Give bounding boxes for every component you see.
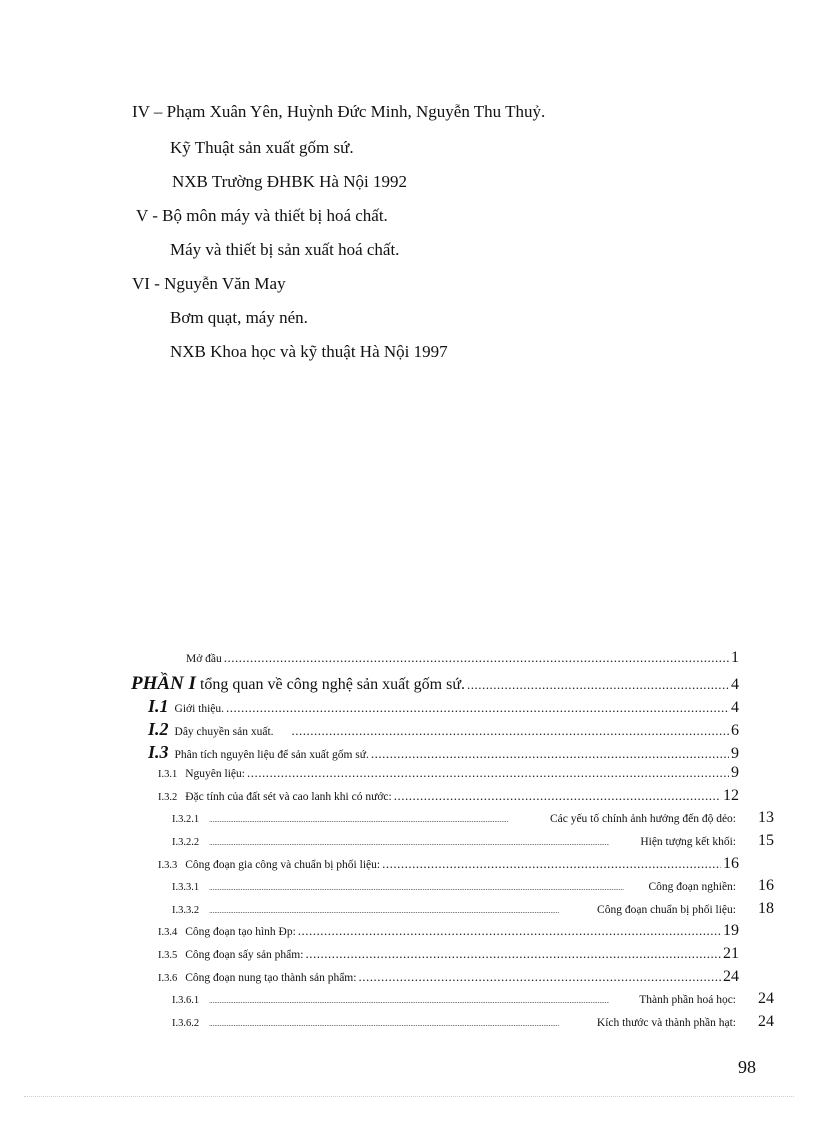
- toc-page: 16: [758, 877, 774, 894]
- toc-label: Đặc tính của đất sét và cao lanh khi có nước:: [185, 791, 392, 803]
- toc-label: Công đoạn gia công và chuẩn bị phối liệu:: [185, 859, 381, 871]
- section-number: I.3.6: [158, 973, 178, 984]
- toc-label: Công đoạn chuẩn bị phối liệu:: [597, 904, 736, 916]
- toc-label: tổng quan về công nghệ sản xuất gốm sứ.: [199, 676, 466, 693]
- toc-page: 1: [731, 649, 739, 666]
- toc-label: Phân tích nguyên liệu để sản xuất gốm sứ.: [174, 749, 369, 761]
- toc-entry-I.3.6.2[interactable]: [172, 1013, 774, 1031]
- section-number: I.3.2.1: [172, 814, 200, 825]
- section-number: I.3.2: [158, 792, 178, 803]
- toc-page: 18: [758, 900, 774, 917]
- section-number: I.3.6.2: [172, 1018, 200, 1029]
- reference-line: NXB Trường ĐHBK Hà Nội 1992: [172, 172, 407, 191]
- toc-entry-I.3.4[interactable]: [158, 922, 739, 940]
- toc-entry-intro[interactable]: [186, 649, 739, 667]
- toc-label: Nguyên liệu:: [185, 768, 245, 780]
- section-number: I.1: [148, 696, 169, 716]
- toc-entry-I.2[interactable]: [148, 719, 739, 740]
- section-number: I.3.3: [158, 860, 178, 871]
- toc-label: Mở đầu: [186, 653, 222, 665]
- toc-label: Kích thước và thành phần hạt:: [596, 1017, 736, 1029]
- toc-label: Công đoạn nung tạo thành sản phẩm:: [185, 972, 357, 984]
- section-number: I.3: [148, 742, 169, 762]
- toc-entry-part1[interactable]: [131, 673, 739, 695]
- toc-entry-I.3.6[interactable]: [158, 968, 739, 986]
- section-number: I.3.1: [158, 769, 178, 780]
- section-number: I.3.2.2: [172, 837, 200, 848]
- toc-label: Công đoạn tạo hình Đp:: [185, 926, 296, 938]
- page-number: 98: [738, 1057, 756, 1077]
- section-number: I.3.3.1: [172, 882, 200, 893]
- section-number: I.3.6.1: [172, 995, 200, 1006]
- toc-page: 24: [758, 1013, 774, 1030]
- toc-page: 19: [723, 922, 739, 939]
- toc-page: 24: [758, 990, 774, 1007]
- reference-line: IV – Phạm Xuân Yên, Huỳnh Đức Minh, Nguyễn Thu Thuỷ.: [132, 102, 546, 121]
- footer-divider: [24, 1096, 794, 1097]
- toc-label: Dây chuyền sản xuất.: [174, 726, 274, 738]
- toc-entry-I.3.2.1[interactable]: [172, 809, 774, 827]
- part-label: PHẦN I: [131, 673, 196, 694]
- toc-entry-I.3.6.1[interactable]: [172, 990, 774, 1008]
- toc-page: 21: [723, 945, 739, 962]
- toc-page: 9: [731, 764, 739, 781]
- toc-entry-I.3.2.2[interactable]: [172, 832, 774, 850]
- section-number: I.3.4: [158, 927, 178, 938]
- toc-entry-I.3.1[interactable]: [158, 764, 739, 782]
- toc-page: 13: [758, 809, 774, 826]
- toc-page: 15: [758, 832, 774, 849]
- toc-label: Thành phần hoá học:: [639, 994, 736, 1006]
- toc-page: 4: [731, 699, 739, 716]
- reference-line: Kỹ Thuật sản xuất gốm sứ.: [170, 138, 354, 157]
- toc-entry-I.3.3.1[interactable]: [172, 877, 774, 895]
- toc-label: Giới thiệu.: [174, 703, 225, 715]
- toc-page: 12: [723, 787, 739, 804]
- toc-entry-I.3.3[interactable]: [158, 855, 739, 873]
- toc-label: Công đoạn sấy sản phẩm:: [185, 949, 304, 961]
- toc-label: Hiện tượng kết khối:: [640, 836, 736, 848]
- toc-page: 4: [731, 676, 739, 693]
- toc-page: 24: [723, 968, 739, 985]
- toc-label: Công đoạn nghiền:: [648, 881, 736, 893]
- section-number: I.2: [148, 719, 169, 739]
- toc-page: 6: [731, 722, 739, 739]
- section-number: I.3.5: [158, 950, 178, 961]
- toc-entry-I.3.3.2[interactable]: [172, 900, 774, 918]
- reference-line: NXB Khoa học và kỹ thuật Hà Nội 1997: [170, 342, 448, 361]
- reference-line: V - Bộ môn máy và thiết bị hoá chất.: [136, 206, 388, 225]
- section-number: I.3.3.2: [172, 905, 200, 916]
- toc-entry-I.1[interactable]: [148, 696, 739, 717]
- reference-line: VI - Nguyễn Văn May: [132, 274, 286, 293]
- toc-page: 16: [723, 855, 739, 872]
- toc-page: 9: [731, 745, 739, 762]
- toc-entry-I.3[interactable]: [148, 742, 739, 763]
- toc-entry-I.3.2[interactable]: [158, 787, 739, 805]
- toc-label: Các yếu tố chính ảnh hưởng đến độ dẻo:: [549, 813, 736, 825]
- reference-line: Bơm quạt, máy nén.: [170, 308, 308, 327]
- toc-entry-I.3.5[interactable]: [158, 945, 739, 963]
- reference-line: Máy và thiết bị sản xuất hoá chất.: [170, 240, 400, 259]
